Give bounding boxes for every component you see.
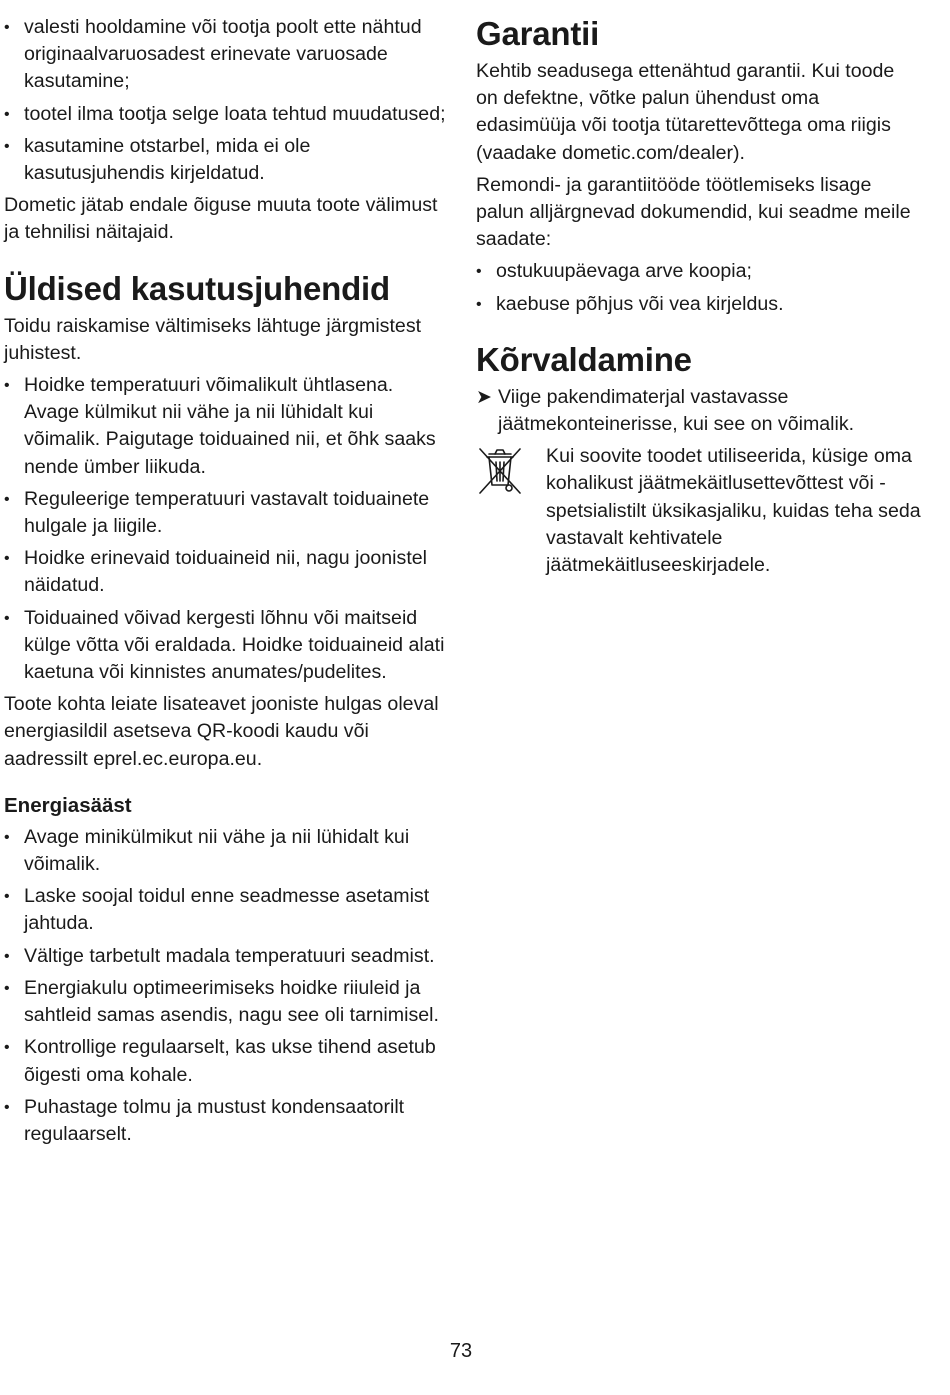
bullet-icon: •	[4, 1098, 10, 1116]
list-item: • Vältige tarbetult madala temperatuuri seadmist.	[4, 943, 452, 970]
general-instructions-list	[4, 372, 452, 686]
warranty-documents-paragraph: Remondi- ja garantiitööde töötlemiseks lisage palun alljärgnevad dokumendid, kui seadme meile saadate:	[476, 173, 911, 251]
bullet-icon: •	[4, 609, 10, 627]
bullet-icon: •	[4, 137, 10, 155]
list-item: • Hoidke erinevaid toiduaineid nii, nagu joonistel näidatud.	[4, 547, 428, 597]
bullet-icon: •	[4, 490, 10, 508]
right-column	[476, 14, 921, 579]
list-item: • Hoidke temperatuuri võimalikult ühtlasena. Avage külmikut nii vähe ja nii lühidalt kui võimalik. Paigutage toiduained nii, et õhk saaks nende ümber liikuda.	[4, 374, 436, 478]
list-item: • Avage minikülmikut nii vähe ja nii lühidalt kui võimalik.	[4, 825, 410, 876]
bullet-icon: •	[4, 550, 10, 568]
bullet-icon: •	[4, 947, 10, 965]
dometic-note: Dometic jätab endale õiguse muuta toote välimust ja tehnilisi näitajaid.	[4, 194, 438, 244]
disposal-heading: Kõrvaldamine	[476, 340, 692, 378]
general-footer-note: Toote kohta leiate lisateavet jooniste hulgas oleval energiasildil asetseva QR-koodi kaudu või aadressilt eprel.ec.europa.eu.	[4, 693, 439, 770]
bullet-icon: •	[4, 1039, 10, 1057]
warranty-paragraph: Kehtib seadusega ettenähtud garantii. Kui toode on defektne, võtke palun ühendust oma edasimüüja või tootja tütarettevõttega oma riigis (vaadake dometic.com/dealer).	[476, 60, 895, 164]
general-instructions-heading: Üldised kasutusjuhendid	[4, 269, 390, 307]
energy-saving-list	[4, 824, 452, 1148]
bullet-icon: •	[4, 828, 10, 846]
crossed-out-wheelie-bin-icon	[476, 445, 524, 497]
energy-saving-heading: Energiasääst	[4, 793, 132, 817]
arrow-icon: ➤	[476, 386, 492, 408]
warranty-documents-list	[476, 258, 921, 317]
bullet-icon: •	[4, 19, 10, 36]
weee-disposal-text: Kui soovite toodet utiliseerida, küsige oma kohalikust jäätmekäitlusettevõttest või -spetsialistilt üksikasjaliku, kuidas teha seda vastavalt kehtivatele jäätmekäitluseeskirjadele.	[546, 445, 921, 577]
bullet-icon: •	[4, 979, 10, 997]
page-number: 73	[449, 1340, 473, 1362]
list-item: • Reguleerige temperatuuri vastavalt toiduainete hulgale ja liigile.	[4, 487, 430, 538]
list-item: • Kontrollige regulaarselt, kas ukse tihend asetub õigesti oma kohale.	[4, 1036, 436, 1086]
list-item: • kaebuse põhjus või vea kirjeldus.	[476, 291, 921, 318]
disposal-step: ➤ Viige pakendimaterjal vastavasse jäätmekonteinerisse, kui see on võimalik.	[476, 385, 855, 436]
bullet-icon: •	[4, 105, 10, 123]
list-item: • Laske soojal toidul enne seadmesse asetamist jahtuda.	[4, 885, 430, 935]
list-item: • Energiakulu optimeerimiseks hoidke riiuleid ja sahtleid samas asendis, nagu see oli tarnimisel.	[4, 976, 439, 1027]
bullet-icon: •	[476, 263, 482, 281]
bullet-icon: •	[4, 888, 10, 906]
bullet-icon: •	[476, 295, 482, 313]
bullet-icon: •	[4, 377, 10, 395]
list-item: • valesti hooldamine või tootja poolt ette nähtud originaalvaruosadest erinevate varuosade kasutamine;	[4, 16, 422, 93]
general-intro: Toidu raiskamise vältimiseks lähtuge järgmistest juhistest.	[4, 314, 422, 364]
list-item: • tootel ilma tootja selge loata tehtud muudatused;	[4, 101, 452, 128]
list-item: • ostukuupäevaga arve koopia;	[476, 258, 921, 285]
list-item: • Toiduained võivad kergesti lõhnu või maitseid külge võtta või eraldada. Hoidke toiduaineid alati kaetuna või kinnistes anumates/pudelites.	[4, 606, 445, 684]
warranty-heading: Garantii	[476, 15, 600, 52]
weee-notice	[476, 443, 921, 579]
left-column	[4, 14, 452, 1153]
list-item: • kasutamine otstarbel, mida ei ole kasutusjuhendis kirjeldatud.	[4, 134, 311, 185]
liability-exclusions-list	[4, 14, 452, 187]
list-item: • Puhastage tolmu ja mustust kondensaatorilt regulaarselt.	[4, 1095, 405, 1145]
